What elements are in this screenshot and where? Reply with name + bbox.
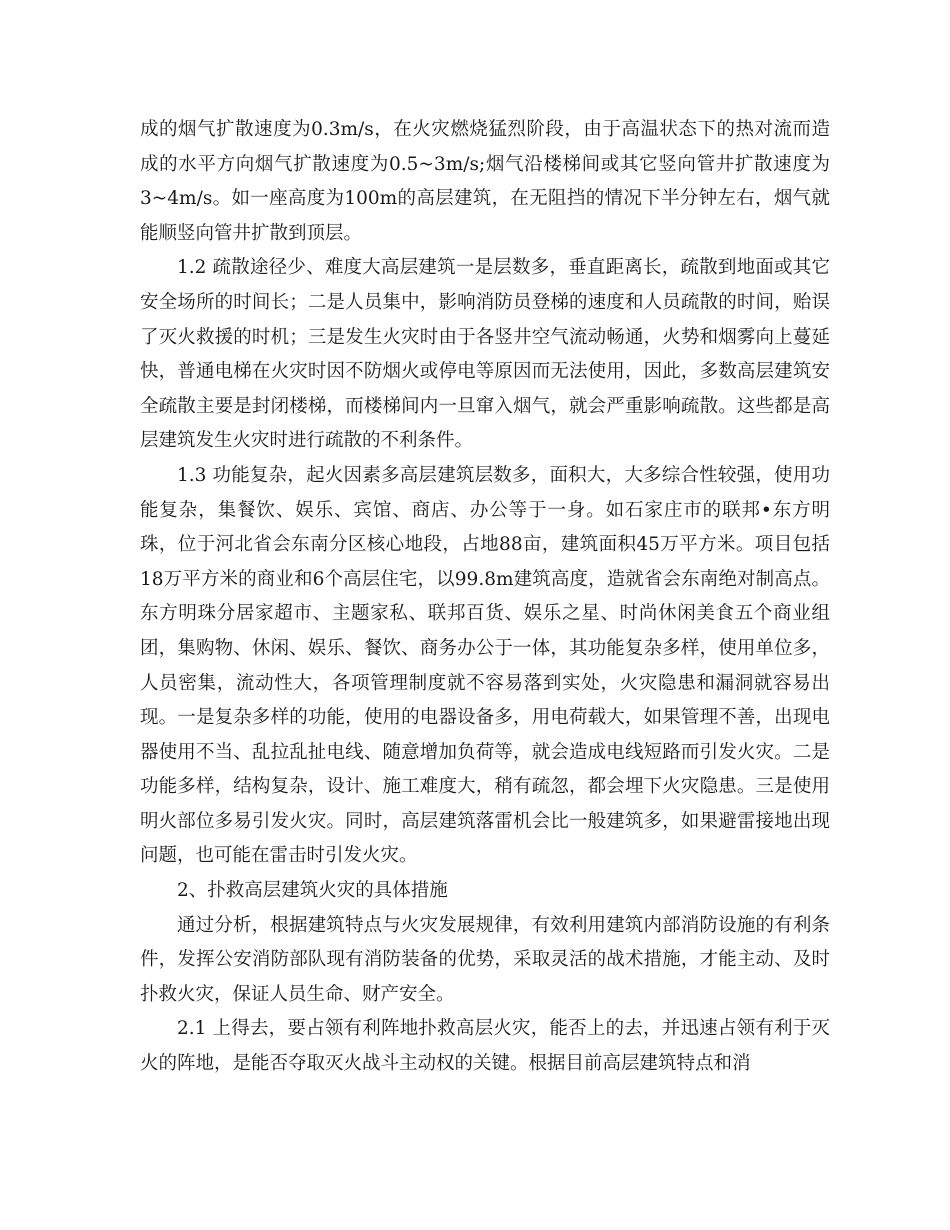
paragraph-analysis: 通过分析，根据建筑特点与火灾发展规律，有效利用建筑内部消防设施的有利条件，发挥公安消防部队现有消防装备的优势，采取灵活的战术措施，才能主动、及时扑救火灾，保证人员生命、财产安全。 [140,914,830,1005]
section-heading-measures: 2、扑救高层建筑火灾的具体措施 [177,880,448,902]
document-body [140,113,830,1082]
paragraph-smoke-spread: 成的烟气扩散速度为0.3m/s，在火灾燃烧猛烈阶段，由于高温状态下的热对流而造成的水平方向烟气扩散速度为0.5~3m/s;烟气沿楼梯间或其它竖向管井扩散速度为3~4m/s。如一座高度为100m的高层建筑，在无阻挡的情况下半分钟左右，烟气就能顺竖向管井扩散到顶层。 [140,119,830,244]
paragraph-evacuation: 1.2 疏散途径少、难度大高层建筑一是层数多，垂直距离长，疏散到地面或其它安全场所的时间长；二是人员集中，影响消防员登梯的速度和人员疏散的时间，贻误了灭火救援的时机；三是发生火灾时由于各竖井空气流动畅通，火势和烟雾向上蔓延快，普通电梯在火灾时因不防烟火或停电等原因而无法使用，因此，多数高层建筑安全疏散主要是封闭楼梯，而楼梯间内一旦窜入烟气，就会严重影响疏散。这些都是高层建筑发生火灾时进行疏散的不利条件。 [140,257,830,452]
paragraph-complex-functions: 1.3 功能复杂，起火因素多高层建筑层数多，面积大，大多综合性较强，使用功能复杂，集餐饮、娱乐、宾馆、商店、办公等于一身。如石家庄市的联邦•东方明珠，位于河北省会东南分区核心地段，占地88亩，建筑面积45万平方米。项目包括18万平方米的商业和6个高层住宅，以99.8m建筑高度，造就省会东南绝对制高点。东方明珠分居家超市、主题家私、联邦百货、娱乐之星、时尚休闲美食五个商业组团，集购物、休闲、娱乐、餐饮、商务办公于一体，其功能复杂多样，使用单位多，人员密集，流动性大，各项管理制度就不容易落到实处，火灾隐患和漏洞就容易出现。一是复杂多样的功能，使用的电器设备多，用电荷载大，如果管理不善，出现电器使用不当、乱拉乱扯电线、随意增加负荷等，就会造成电线短路而引发火灾。二是功能多样，结构复杂，设计、施工难度大，稍有疏忽，都会埋下火灾隐患。三是使用明火部位多易引发火灾。同时，高层建筑落雷机会比一般建筑多，如果避雷接地出现问题，也可能在雷击时引发火灾。 [140,464,830,867]
paragraph-reach-position: 2.1 上得去，要占领有利阵地扑救高层火灾，能否上的去，并迅速占领有利于灭火的阵地，是能否夺取灭火战斗主动权的关键。根据目前高层建筑特点和消 [140,1018,830,1075]
